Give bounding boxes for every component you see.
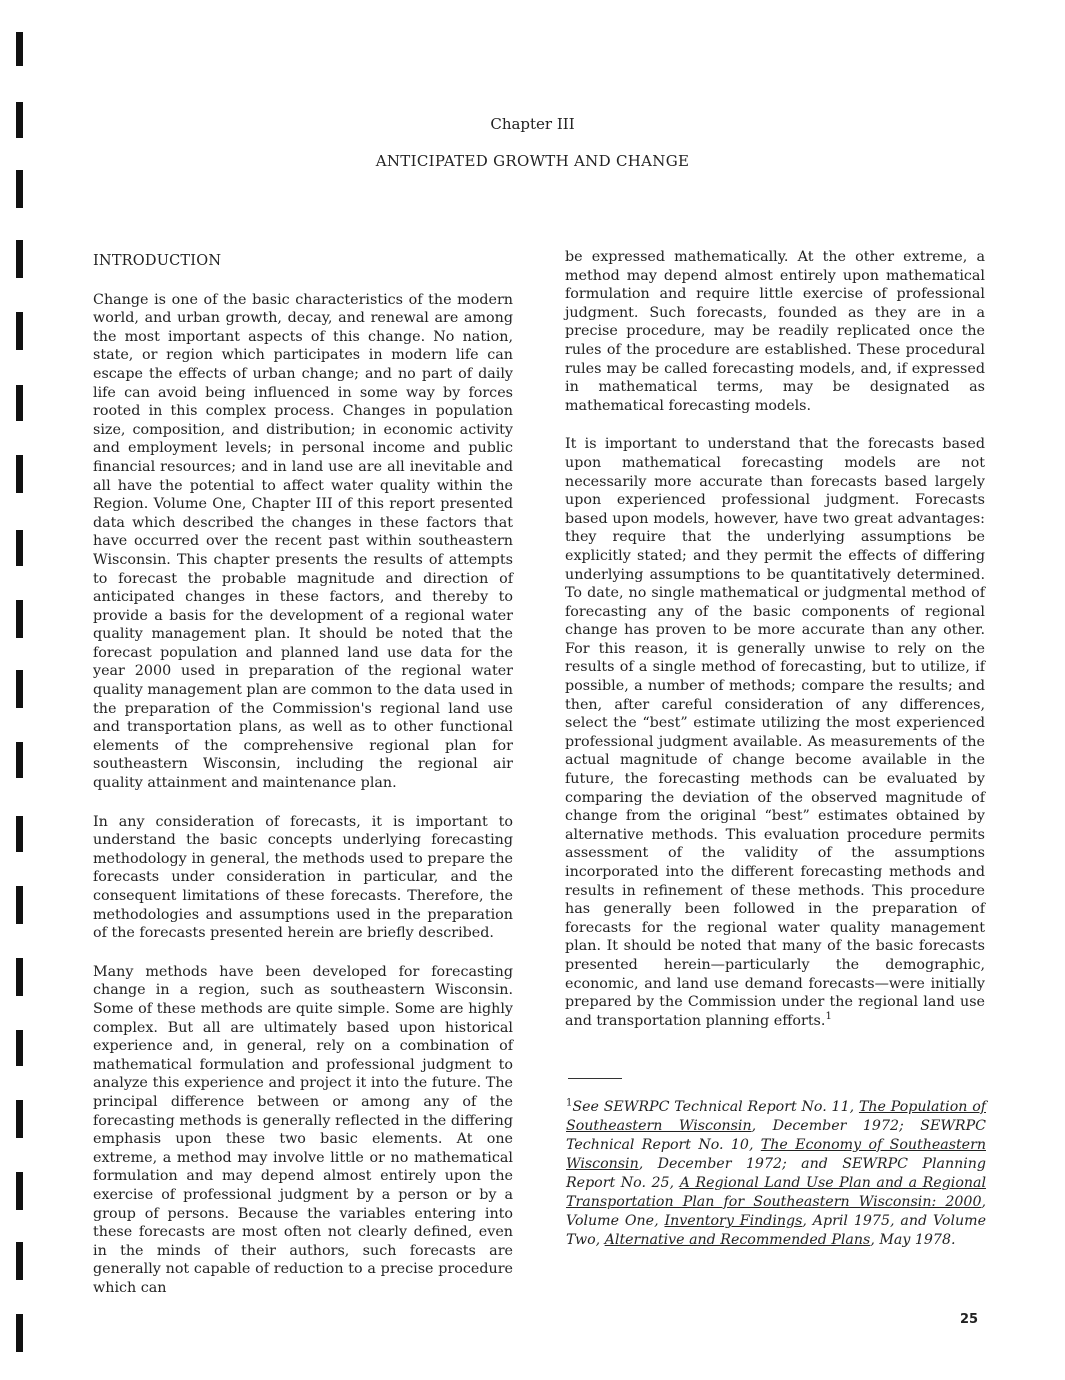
binding-mark — [16, 886, 23, 924]
binding-mark — [16, 670, 23, 708]
binding-mark — [16, 170, 23, 208]
binding-mark — [16, 1100, 23, 1138]
paragraph: be expressed mathematically. At the other extreme, a method may depend almost entirely upon mathematical formulation and require little exercise of professional judgment. Such forecasts, founded as they are in a precise procedure, may be readily replicated once the rules of the procedure are established. These procedural rules may be called forecasting models, and, if expressed in mathematical terms, may be designated as mathematical forecasting models. — [565, 249, 985, 414]
chapter-number: Chapter III — [490, 115, 575, 133]
footnote — [566, 1098, 986, 1250]
paragraph: Change is one of the basic characteristics of the modern world, and urban growth, decay, and renewal are among the most important aspects of this change. No nation, state, or region which participates in modern life can escape the effects of urban change; and no part of daily life can avoid being influenced in some way by forces rooted in this complex process. Changes in population size, composition, and distribution; in economic activity and employment levels; in personal income and public financial resources; and in land use are all inevitable and all have the potential to affect water quality within the Region. Volume One, Chapter III of this report presented data which described the changes in these factors that have occurred over the recent past within southeastern Wisconsin. This chapter presents the results of attempts to forecast the probable magnitude and direction of anticipated changes in these factors, and thereby to provide a basis for the development of a regional water quality management plan. It should be noted that the forecast population and planned land use data for the year 2000 used in preparation of the regional water quality management plan are common to the data used in the preparation of the Commission's regional land use and transportation plans, as well as to other functional elements of the comprehensive regional plan for southeastern Wisconsin, including the regional air quality attainment and maintenance plan. — [93, 291, 513, 792]
binding-mark — [16, 455, 23, 493]
paragraph — [565, 435, 985, 1030]
footnote-text: , December 1972; and SEWRPC Planning Report No. 25, — [566, 1156, 986, 1191]
footnote-text: , Volume One, — [566, 1194, 986, 1229]
footnote-text: See SEWRPC Technical Report No. 11, — [572, 1099, 859, 1115]
footnote-divider — [568, 1078, 622, 1079]
footnote-title: A Regional Land Use Plan and a Regional Transportation Plan for Southeastern Wisconsin: 2000 — [566, 1175, 987, 1210]
footnote-marker: 1 — [566, 1097, 573, 1109]
chapter-title: ANTICIPATED GROWTH AND CHANGE — [375, 152, 690, 170]
footnote-title: Inventory Findings — [664, 1213, 803, 1229]
footnote-text: , April 1975, and Volume Two, — [566, 1213, 986, 1248]
page-number: 25 — [960, 1312, 979, 1327]
binding-mark — [16, 600, 23, 638]
section-heading: INTRODUCTION — [93, 253, 222, 269]
footnote-text: , May 1978. — [870, 1232, 956, 1248]
footnote-title: The Economy of Southeastern Wisconsin — [566, 1137, 986, 1172]
paragraph: In any consideration of forecasts, it is important to understand the basic concepts underlying forecasting methodology in general, the methods used to prepare the forecasts under consideration in particular, and the consequent limitations of these forecasts. Therefore, the methodologies and assumptions used in the preparation of the forecasts presented herein are briefly described. — [93, 813, 513, 942]
footnote-title: Alternative and Recommended Plans — [604, 1232, 871, 1248]
binding-mark — [16, 816, 23, 852]
paragraph: Many methods have been developed for forecasting change in a region, such as southeastern Wisconsin. Some of these methods are quite simple. Some are highly complex. But all are ultimately based upon historical experience and, in general, rely on a combination of mathematical formulation and professional judgment to analyze this experience and project it into the future. The principal difference between or among any of the forecasting methods is generally reflected in the differing emphasis upon these two basic elements. At one extreme, a method may involve little or no mathematical formulation and may depend almost entirely upon the exercise of professional judgment by a person or by a group of persons. Because the variables entering into these forecasts are most often not clearly defined, even in the minds of their authors, such forecasts are generally not capable of reduction to a precise procedure which can — [93, 963, 513, 1296]
binding-mark — [16, 530, 23, 566]
binding-mark — [16, 312, 23, 350]
binding-mark — [16, 742, 23, 778]
binding-mark — [16, 1030, 23, 1066]
binding-mark — [16, 1172, 23, 1210]
binding-mark — [16, 1242, 23, 1280]
footnote-title: The Population of Southeastern Wisconsin — [566, 1099, 986, 1134]
binding-mark — [16, 385, 23, 421]
paragraph-text: It is important to understand that the forecasts based upon mathematical forecasting models are not necessarily more accurate than forecasts based largely upon experienced professional judgment. Forecasts based upon models, however, have two great advantages: they require that the underlying assumptions be explicitly stated; and they permit the effects of differing underlying assumptions to be quantitatively determined. To date, no single mathematical or judgmental method of forecasting any of the basic components of regional change has proven to be more accurate than any other. For this reason, it is generally unwise to rely on the results of a single method of forecasting, but to utilize, if possible, a number of methods; compare the results; and then, after careful consideration of any differences, select the “best” estimate utilizing the most experienced professional judgment available. As measurements of the actual magnitude of change become available in the future, the forecasting methods can be evaluated by comparing the deviation of the observed magnitude of change from the original “best” estimates obtained by alternative methods. This evaluation procedure permits assessment of the validity of the assumptions incorporated into the different forecasting methods and results in refinement of these methods. This procedure has generally been followed in the preparation of forecasts for the regional water quality management plan. It should be noted that many of the basic forecasts presented herein—particularly the demographic, economic, and land use demand forecasts—were initially prepared by the Commission under the regional land use and transportation planning efforts. — [565, 436, 985, 1029]
binding-mark — [16, 958, 23, 996]
footnote-reference: 1 — [825, 1010, 832, 1022]
footnote-text: , December 1972; SEWRPC Technical Report No. 10, — [566, 1118, 986, 1153]
left-column — [93, 252, 513, 1317]
binding-mark — [16, 32, 23, 66]
binding-mark — [16, 1314, 23, 1352]
right-column — [565, 248, 985, 1050]
binding-mark — [16, 240, 23, 278]
